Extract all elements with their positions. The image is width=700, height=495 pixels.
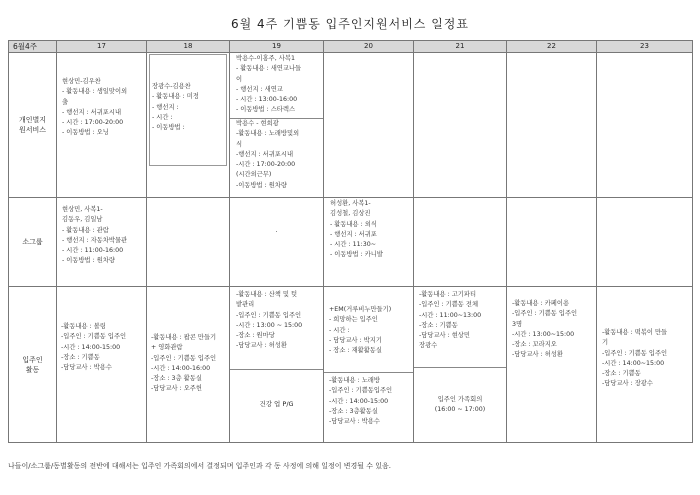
schedule-line: -활동내용 : 노래방및외	[236, 130, 300, 138]
schedule-line: + 영화관람	[151, 344, 183, 352]
schedule-line: - 행선지 : 서귀포시내	[62, 108, 122, 116]
schedule-line: -담당교사 : 오주헌	[151, 385, 202, 393]
schedule-block	[419, 290, 481, 352]
cell-22	[507, 287, 597, 443]
schedule-line: 입주인 가족회의	[437, 396, 483, 403]
schedule-line: - 이동방법 : 원차량	[62, 257, 115, 265]
schedule-line: - 행선지 : 새연교	[236, 85, 283, 93]
header-day: 22	[507, 41, 597, 53]
schedule-line: -장소 : 기쁨동	[602, 370, 641, 378]
row-label: 입주인 활동	[9, 287, 57, 443]
schedule-line: - 시간 : 11:00-16:00	[62, 247, 124, 255]
schedule-line: 현상민, 사복1-	[62, 206, 103, 213]
cell-17	[57, 53, 147, 198]
schedule-line: - 행선지 : 자동차박물관	[62, 236, 128, 244]
schedule-line: - 이동방법 : 오닝	[62, 129, 109, 137]
schedule-line: - 이동방법 : 카니발	[330, 251, 383, 259]
schedule-line: -행선지 : 서귀포시내	[236, 150, 294, 158]
cell-20	[324, 198, 414, 287]
cell-19	[230, 287, 324, 443]
schedule-line: -담당교사 : 박용수	[61, 364, 112, 372]
schedule-line: -입주인 : 기쁨동 입주인	[151, 354, 217, 362]
schedule-line: -활동내용 : 고기파티	[419, 291, 477, 298]
schedule-line: (시간외근무)	[236, 171, 272, 179]
schedule-line: 이	[236, 75, 243, 83]
cell-22	[507, 53, 597, 198]
cell-18	[147, 287, 230, 443]
row-label: 개인별지 원서비스	[9, 53, 57, 198]
schedule-line: -활동내용 : 산책 및 텃	[236, 291, 298, 298]
header-day: 17	[57, 41, 147, 53]
dot-mark: .	[275, 226, 278, 234]
schedule-line: - 시간 : 11:30~	[330, 241, 376, 249]
schedule-line: -장소 : 기쁨동	[61, 353, 100, 361]
schedule-block	[236, 119, 299, 191]
schedule-line: -담당교사 : 장광수	[602, 380, 653, 388]
family-meeting-note	[414, 395, 506, 416]
schedule-line: - 이동방법 :	[152, 124, 185, 132]
header-day: 23	[597, 41, 693, 53]
header-day: 18	[147, 41, 230, 53]
schedule-line: 김동우, 김일남	[62, 216, 103, 224]
schedule-line: +EM(거루비누만들기)	[329, 306, 392, 313]
schedule-block	[152, 82, 199, 133]
row-small-group	[9, 198, 693, 287]
schedule-line: 장광수	[419, 342, 438, 350]
schedule-line: - 이동방법 : 스타렉스	[236, 106, 296, 114]
header-corner: 6월4주	[9, 41, 57, 53]
health-program-note: 건강 업 P/G	[259, 400, 294, 408]
schedule-line: -장소 : 원마당	[236, 332, 275, 340]
cell-23	[597, 53, 693, 198]
schedule-block	[329, 305, 391, 356]
cell-20	[324, 287, 414, 443]
schedule-line: -활동내용 : 노래방	[329, 377, 380, 384]
cell-18	[147, 198, 230, 287]
page-title: 6월 4주 기쁨동 입주인지원서비스 일정표	[230, 17, 469, 31]
schedule-line: -담당교사 : 허성환	[236, 342, 287, 350]
schedule-line: -활동내용 : 카페이용	[512, 300, 570, 307]
schedule-line: (16:00 ~ 17:00)	[434, 406, 486, 414]
schedule-line: -담당교사 : 허성환	[512, 351, 563, 359]
schedule-block	[330, 199, 383, 261]
cell-21	[414, 198, 507, 287]
schedule-block	[236, 54, 301, 116]
schedule-line: - 활동내용 : 외식	[330, 220, 377, 228]
inner-divider	[414, 367, 506, 368]
schedule-block	[512, 299, 577, 361]
schedule-line: - 시간 :	[152, 113, 173, 121]
schedule-block	[62, 205, 127, 267]
inner-divider	[230, 369, 323, 370]
schedule-line: -장소 : 3층활동실	[329, 407, 378, 415]
schedule-line: 김성철, 김상진	[330, 210, 371, 218]
schedule-line: -활동내용 : 떡볶이 만들	[602, 329, 668, 336]
schedule-line: -입주인 : 기쁨동 입주인	[512, 310, 578, 318]
schedule-line: 기	[602, 339, 609, 347]
schedule-block	[236, 290, 302, 352]
schedule-line: -시간 : 14:00-15:00	[329, 397, 389, 405]
schedule-line: - 활동내용 : 새연교나들	[236, 65, 302, 73]
schedule-table	[8, 40, 693, 443]
schedule-line: -시간 : 14:00~15:00	[602, 359, 665, 367]
schedule-line: - 장소 : 재활활동실	[329, 347, 382, 355]
schedule-line: -시간 : 14:00-16:00	[151, 364, 211, 372]
schedule-line: 식	[236, 140, 243, 148]
schedule-line: -담당교사 : 박용수	[329, 418, 380, 426]
cell-21	[414, 287, 507, 443]
cell-19	[230, 53, 324, 198]
schedule-line: -시간 : 13:00 ~ 15:00	[236, 321, 303, 329]
schedule-line: - 활동내용 : 생일맞이외	[62, 88, 128, 96]
cell-21	[414, 53, 507, 198]
row-individual-service	[9, 53, 693, 198]
schedule-line: 허성환, 사복1-	[330, 200, 371, 207]
row-resident-activity	[9, 287, 693, 443]
cell-18	[147, 53, 230, 198]
schedule-line: - 활동내용 : 미정	[152, 93, 199, 101]
schedule-line: -입주인 : 기쁨동 전체	[419, 301, 479, 309]
schedule-block	[329, 376, 392, 427]
schedule-block	[62, 77, 127, 139]
cell-22	[507, 198, 597, 287]
schedule-line: 밭관리	[236, 301, 255, 309]
header-row	[9, 41, 693, 53]
schedule-line: -장소 : 기쁨동	[419, 321, 458, 329]
header-day: 19	[230, 41, 324, 53]
header-day: 21	[414, 41, 507, 53]
schedule-line: -시간 : 13:00~15:00	[512, 330, 575, 338]
cell-23	[597, 198, 693, 287]
schedule-line: 3명	[512, 320, 523, 328]
schedule-line: - 행선지 :	[152, 103, 179, 111]
cell-17	[57, 198, 147, 287]
schedule-line: 박용수-이홍주, 사복1	[236, 55, 295, 62]
schedule-line: 출	[62, 98, 69, 106]
schedule-line: -담당교사 : 현상민	[419, 332, 470, 340]
cell-19	[230, 198, 324, 287]
schedule-line: - 희망하는 입주인	[329, 316, 378, 324]
schedule-line: - 시간 : 17:00-20:00	[62, 119, 124, 127]
cell-23	[597, 287, 693, 443]
schedule-line: -활동내용 : 볼링	[61, 323, 106, 330]
schedule-line: 현상민-김우찬	[62, 78, 101, 85]
row-label: 소그룹	[9, 198, 57, 287]
schedule-line: - 시간 :	[329, 326, 350, 334]
schedule-line: -입주인 : 기쁨동 입주인	[602, 349, 668, 357]
schedule-line: -장소 : 3층 활동실	[151, 375, 202, 383]
schedule-line: - 담당교사 : 박지기	[329, 336, 382, 344]
schedule-block	[602, 328, 667, 390]
schedule-line: - 활동내용 : 관람	[62, 226, 109, 234]
schedule-line: -활동내용 : 팝콘 만들기	[151, 334, 217, 341]
cell-17	[57, 287, 147, 443]
inner-divider	[324, 372, 413, 373]
cell-20	[324, 53, 414, 198]
schedule-line: -장소 : 꼬라지오	[512, 341, 557, 349]
schedule-line: -입주인 : 기쁨동 입주인	[61, 333, 127, 341]
schedule-block	[151, 333, 216, 395]
schedule-line: -시간 : 14:00-15:00	[61, 343, 121, 351]
schedule-line: -이동방법 : 원차량	[236, 181, 287, 189]
header-day: 20	[324, 41, 414, 53]
schedule-block	[61, 322, 126, 373]
schedule-line: -입주인 : 기쁨동입주인	[329, 387, 393, 395]
schedule-line: 장광수-김용찬	[152, 83, 191, 90]
schedule-line: -시간 : 17:00-20:00	[236, 161, 296, 169]
schedule-line: -시간 : 11:00~13:00	[419, 311, 482, 319]
schedule-line: - 시간 : 13:00-16:00	[236, 96, 298, 104]
schedule-line: - 행선지 : 서귀포	[330, 230, 377, 238]
schedule-line: -입주인 : 기쁨동 입주인	[236, 311, 302, 319]
footnote: 나들이/소그룹/동별활동의 전반에 대해서는 입주인 가족회의에서 결정되며 입주인과 각 동 사정에 의해 일정이 변경될 수 있음.	[8, 462, 391, 470]
schedule-line: 박용수 - 현희광	[236, 120, 279, 127]
